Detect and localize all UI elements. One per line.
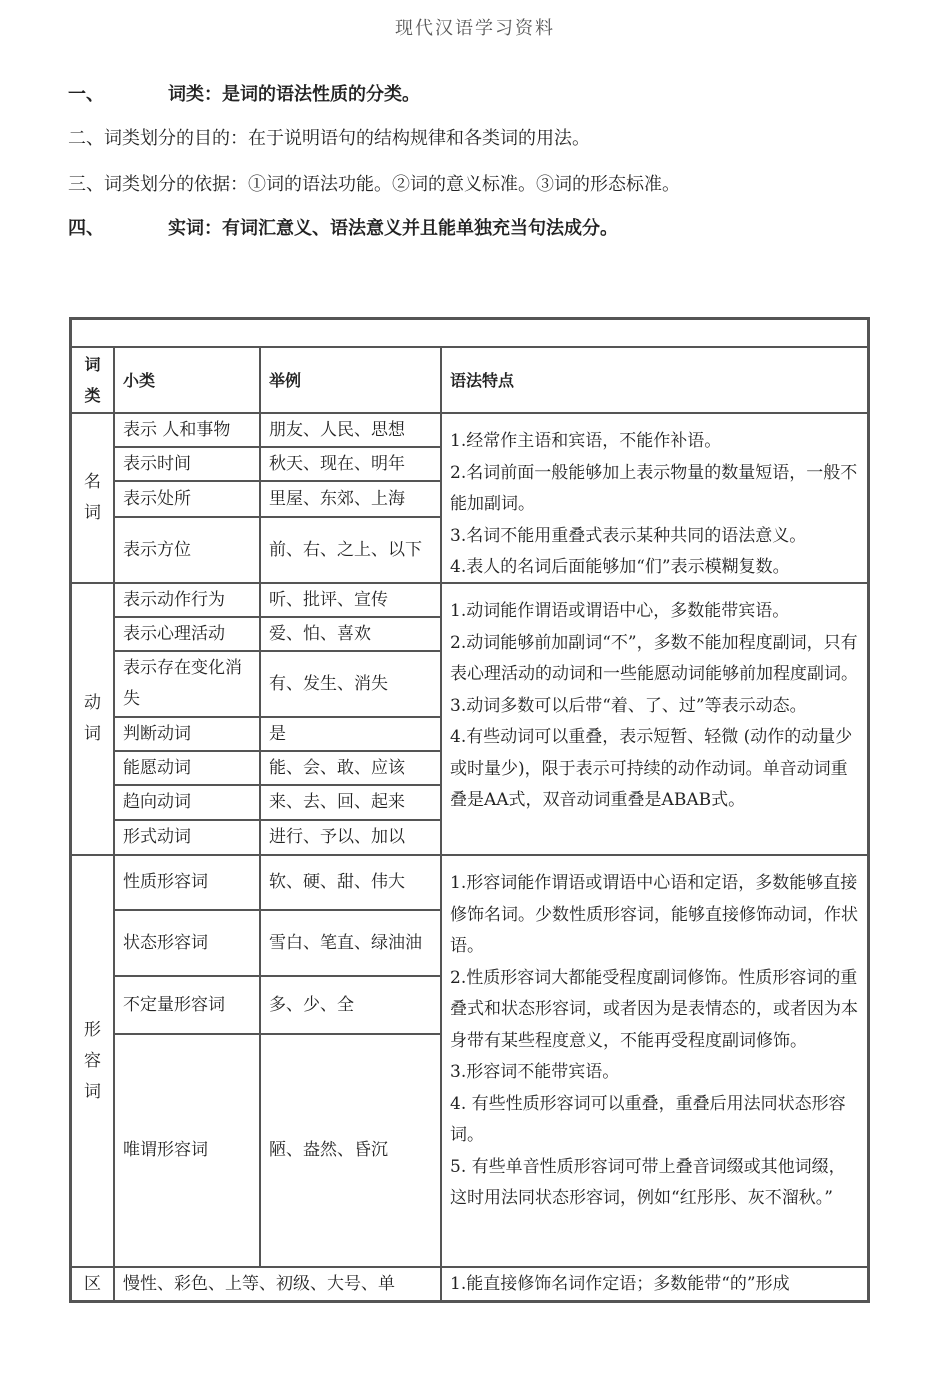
verb-feature-4: 4.有些动词可以重叠，表示短暂、轻微 (动作的动量少或时量少)，限于表示可持续的动作动词。单音动词重叠是AA式，双音动词重叠是ABAB式。 xyxy=(450,727,853,810)
verb-ex-4: 是 xyxy=(260,717,441,751)
noun-sub-2: 表示时间 xyxy=(114,447,260,481)
intro-line-2 xyxy=(68,124,590,150)
adj-feature-4: 4. 有些性质形容词可以重叠，重叠后用法同状态形容词。 xyxy=(450,1093,846,1145)
adj-feature-1: 1.形容词能作谓语或谓语中心语和定语，多数能够直接修饰名词。少数性质形容词，能够直接修饰动词，作状语。 xyxy=(450,873,858,956)
adj-ex-2: 雪白、笔直、绿油油 xyxy=(260,910,441,976)
noun-ex-4: 前、右、之上、以下 xyxy=(260,517,441,583)
adj-sub-3: 不定量形容词 xyxy=(114,976,260,1034)
intro-line-3 xyxy=(68,170,680,196)
page-header xyxy=(0,0,950,40)
noun-sub-1: 表示 人和事物 xyxy=(114,413,260,447)
table-empty-row xyxy=(71,319,868,347)
adj-ex-3: 多、少、全 xyxy=(260,976,441,1034)
intro-text-4: 实词：有词汇意义、语法意义并且能单独充当句法成分。 xyxy=(168,218,618,239)
intro-text-3: 三、词类划分的依据：①词的语法功能。②词的意义标准。③词的形态标准。 xyxy=(68,174,680,195)
noun-sub-4: 表示方位 xyxy=(114,517,260,583)
header-class: 词类 xyxy=(71,347,114,413)
noun-ex-3: 里屋、东郊、上海 xyxy=(260,481,441,517)
header-feature: 语法特点 xyxy=(441,347,868,413)
adj-feature-2: 2.性质形容词大都能受程度副词修饰。性质形容词的重叠式和状态形容词，或者因为是表情态的，或者因为本身带有某些程度意义，不能再受程度副词修饰。 xyxy=(450,967,858,1051)
page-header-text: 现代汉语学习资料 xyxy=(395,18,555,39)
verb-ex-7: 进行、予以、加以 xyxy=(260,820,441,855)
verb-sub-5: 能愿动词 xyxy=(114,751,260,785)
intro-text-2: 二、词类划分的目的：在于说明语句的结构规律和各类词的用法。 xyxy=(68,128,590,149)
adj-sub-2: 状态形容词 xyxy=(114,910,260,976)
intro-num-1: 一、 xyxy=(68,84,104,105)
verb-sub-4: 判断动词 xyxy=(114,717,260,751)
header-subclass: 小类 xyxy=(114,347,260,413)
class-verb: 动词 xyxy=(71,583,114,855)
verb-sub-3: 表示存在变化消失 xyxy=(114,651,260,717)
verb-feature-3: 3.动词多数可以后带“着、了、过”等表示动态。 xyxy=(450,695,807,716)
verb-sub-1: 表示动作行为 xyxy=(114,583,260,617)
verb-ex-6: 来、去、回、起来 xyxy=(260,785,441,820)
noun-ex-1: 朋友、人民、思想 xyxy=(260,413,441,447)
class-noun: 名词 xyxy=(71,413,114,583)
verb-ex-5: 能、会、敢、应该 xyxy=(260,751,441,785)
adj-ex-4: 陋、盎然、昏沉 xyxy=(260,1034,441,1267)
noun-feature-1: 1.经常作主语和宾语，不能作补语。 xyxy=(450,431,722,451)
adj-feature-5: 5. 有些单音性质形容词可带上叠音词缀或其他词缀，这时用法同状态形容词，例如“红彤彤、灰不溜秋。” xyxy=(450,1156,846,1208)
intro-num-4: 四、 xyxy=(68,218,104,239)
class-distinguishing: 区 xyxy=(71,1267,114,1301)
intro-text-1: 词类：是词的语法性质的分类。 xyxy=(168,84,420,105)
verb-ex-2: 爱、怕、喜欢 xyxy=(260,617,441,651)
verb-features xyxy=(441,583,868,855)
adj-sub-4: 唯谓形容词 xyxy=(114,1034,260,1267)
noun-features xyxy=(441,413,868,583)
verb-sub-6: 趋向动词 xyxy=(114,785,260,820)
adj-sub-1: 性质形容词 xyxy=(114,855,260,910)
noun-sub-3: 表示处所 xyxy=(114,481,260,517)
adj-feature-3: 3.形容词不能带宾语。 xyxy=(450,1062,620,1082)
intro-line-4 xyxy=(68,214,618,240)
verb-feature-2: 2.动词能够前加副词“不”，多数不能加程度副词，只有表心理活动的动词和一些能愿动词能够前加程度副词。 xyxy=(450,632,858,684)
noun-feature-3: 3.名词不能用重叠式表示某种共同的语法意义。 xyxy=(450,525,807,546)
verb-feature-1: 1.动词能作谓语或谓语中心，多数能带宾语。 xyxy=(450,601,790,621)
distinguishing-examples: 慢性、彩色、上等、初级、大号、单 xyxy=(114,1267,441,1301)
adj-ex-1: 软、硬、甜、伟大 xyxy=(260,855,441,910)
class-adjective: 形容词 xyxy=(71,855,114,1267)
noun-ex-2: 秋天、现在、明年 xyxy=(260,447,441,481)
distinguishing-feature: 1.能直接修饰名词作定语；多数能带“的”形成 xyxy=(441,1267,868,1301)
verb-ex-1: 听、批评、宣传 xyxy=(260,583,441,617)
verb-sub-2: 表示心理活动 xyxy=(114,617,260,651)
verb-sub-7: 形式动词 xyxy=(114,820,260,855)
noun-feature-2: 2.名词前面一般能够加上表示物量的数量短语，一般不能加副词。 xyxy=(450,462,858,514)
header-example: 举例 xyxy=(260,347,441,413)
word-class-table xyxy=(69,317,870,1303)
noun-feature-4: 4.表人的名词后面能够加“们”表示模糊复数。 xyxy=(450,557,790,577)
intro-line-1 xyxy=(68,80,420,106)
verb-ex-3: 有、发生、消失 xyxy=(260,651,441,717)
adj-features xyxy=(441,855,868,1267)
